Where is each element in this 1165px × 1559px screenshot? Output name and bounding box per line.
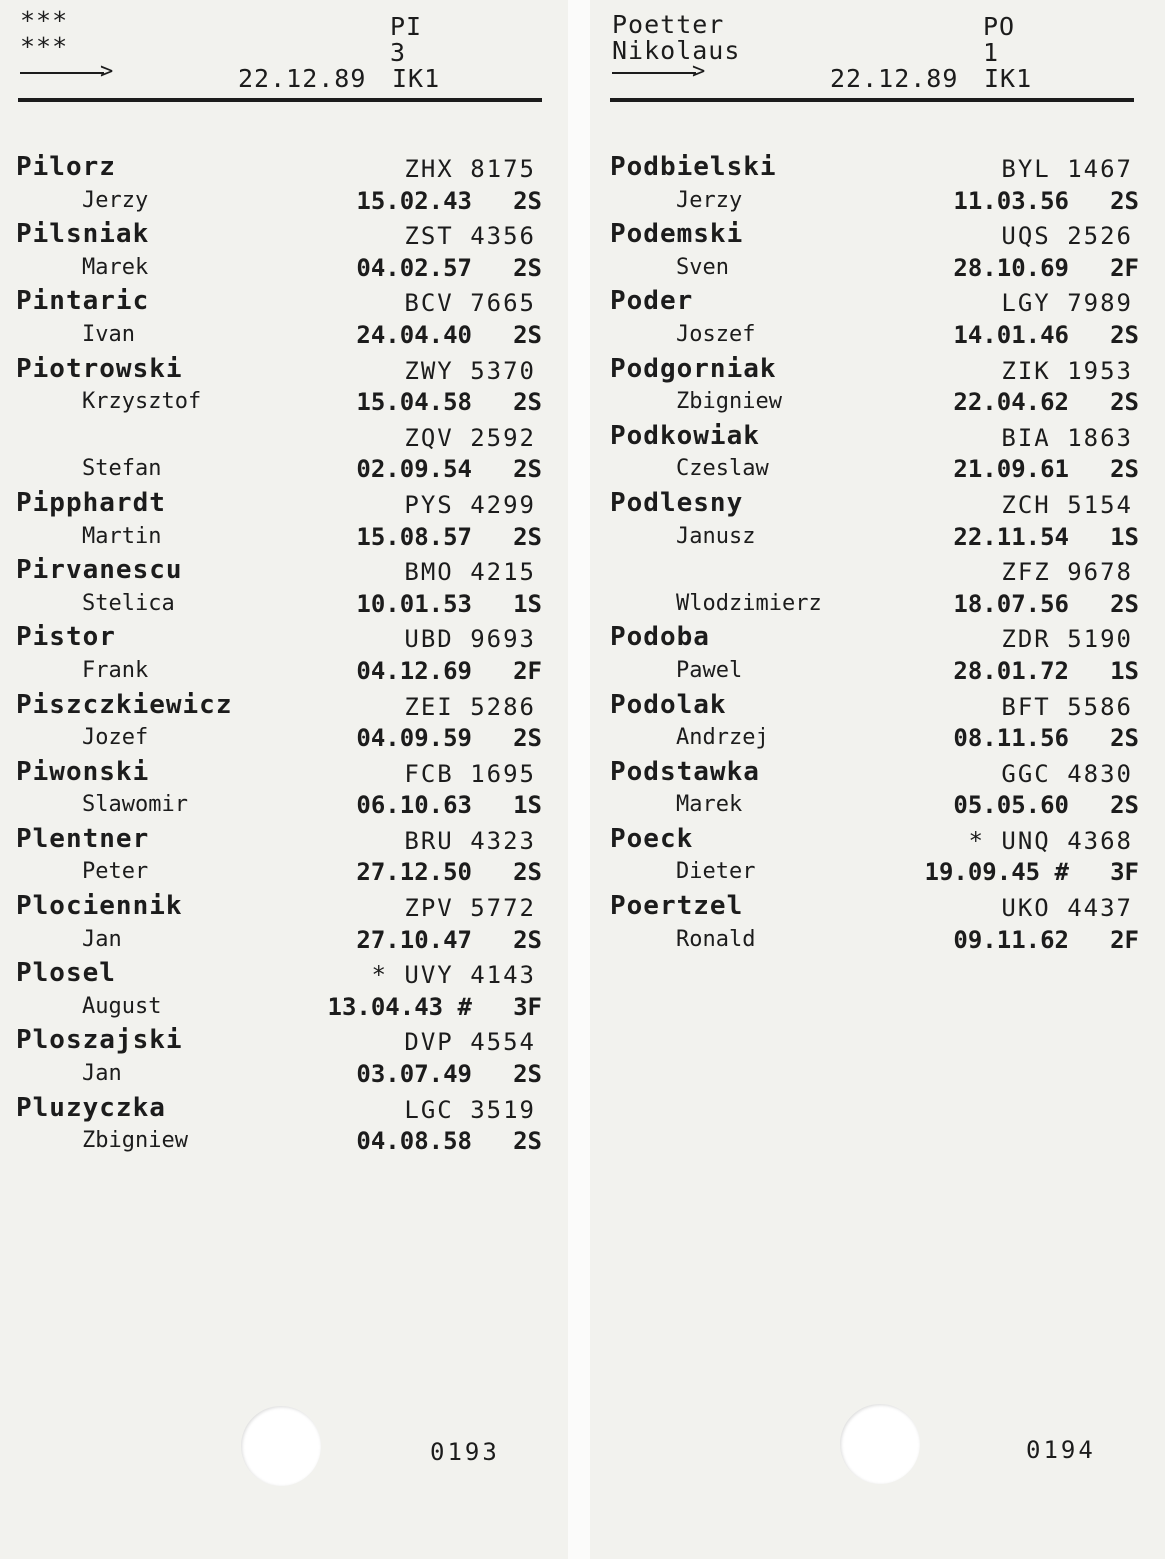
category-code: 2S (1110, 186, 1139, 215)
entry-detail-line (610, 587, 1145, 621)
given-name: Marek (676, 792, 743, 818)
birth-date: 09.11.62 (953, 925, 1069, 954)
surname: Podgorniak (610, 353, 777, 384)
entry-detail-line (16, 385, 548, 419)
card-entry (16, 1023, 548, 1090)
registration-code: BCV 7665 (404, 289, 536, 318)
entry-detail-line (610, 251, 1145, 285)
given-name: Slawomir (82, 792, 188, 818)
entry-name-line (610, 620, 1145, 654)
surname: Podlesny (610, 487, 744, 518)
registration-code: ZPV 5772 (404, 894, 536, 923)
entry-name-line (16, 150, 548, 184)
category-code: 2S (513, 522, 542, 551)
entry-name-line (610, 755, 1145, 789)
surname: Plociennik (16, 891, 183, 922)
entry-detail-line (16, 184, 548, 218)
surname: Pirvanescu (16, 555, 183, 586)
entry-detail-line (610, 520, 1145, 554)
card-entry (16, 553, 548, 620)
card-entry (16, 620, 548, 687)
category-code: 2S (513, 455, 542, 484)
birth-date: 04.08.58 (356, 1127, 472, 1156)
card-entry (16, 688, 548, 755)
category-code: 2S (1110, 455, 1139, 484)
header-code: IK1 (984, 64, 1033, 93)
entry-name-line (610, 419, 1145, 453)
surname: Podemski (610, 219, 744, 250)
entry-detail-line (16, 923, 548, 957)
registration-code: ZCH 5154 (1001, 490, 1133, 519)
entry-detail-line (16, 587, 548, 621)
category-code: 3F (513, 992, 542, 1021)
card-entry (610, 620, 1145, 687)
entry-detail-line (16, 654, 548, 688)
birth-date: 08.11.56 (953, 724, 1069, 753)
entry-name-line (16, 956, 548, 990)
category-code: 2S (513, 388, 542, 417)
registration-code: FCB 1695 (404, 759, 536, 788)
surname: Plentner (16, 823, 150, 854)
birth-date: 13.04.43 # (327, 992, 472, 1021)
given-name: Marek (82, 254, 149, 280)
category-code: 1S (513, 791, 542, 820)
registration-code: UBD 9693 (404, 625, 536, 654)
header-date: 22.12.89 (238, 64, 367, 93)
registration-code: ZFZ 9678 (1001, 558, 1133, 587)
entry-detail-line (16, 721, 548, 755)
arrow-icon: > (612, 66, 698, 80)
registration-code: UKO 4437 (1001, 894, 1133, 923)
category-code: 2F (1110, 925, 1139, 954)
category-code: 2F (1110, 253, 1139, 282)
surname: Podolak (610, 689, 727, 720)
registration-code: BIA 1863 (1001, 423, 1133, 452)
birth-date: 28.10.69 (953, 253, 1069, 282)
entry-detail-line (16, 251, 548, 285)
registration-code: BRU 4323 (404, 826, 536, 855)
header-number: 1 (983, 38, 1000, 67)
entry-name-line (16, 352, 548, 386)
given-name: Ronald (676, 926, 756, 952)
given-name: Stefan (82, 456, 162, 482)
category-code: 2S (513, 1060, 542, 1089)
header-code: IK1 (392, 64, 441, 93)
category-code: 2S (513, 858, 542, 887)
card-entry (16, 755, 548, 822)
surname: Podkowiak (610, 420, 760, 451)
birth-date: 28.01.72 (953, 656, 1069, 685)
card-entry (610, 486, 1145, 553)
index-card-right (590, 0, 1165, 1559)
surname: Pilsniak (16, 219, 150, 250)
given-name: Ivan (82, 321, 135, 347)
given-name: Andrzej (676, 725, 769, 751)
category-code: 2S (1110, 320, 1139, 349)
registration-code: GGC 4830 (1001, 759, 1133, 788)
card-entry (16, 956, 548, 1023)
category-code: 2S (513, 724, 542, 753)
given-name: Stelica (82, 590, 175, 616)
category-code: 3F (1110, 858, 1139, 887)
given-name: Zbigniew (676, 389, 782, 415)
registration-code: ZQV 2592 (404, 423, 536, 452)
given-name: Jerzy (676, 187, 743, 213)
page-number: 0193 (430, 1438, 500, 1466)
birth-date: 02.09.54 (356, 455, 472, 484)
given-name: Jan (82, 1061, 122, 1087)
birth-date: 22.04.62 (953, 388, 1069, 417)
entry-name-line (610, 688, 1145, 722)
sheet-gap (568, 0, 590, 1559)
entry-name-line (610, 150, 1145, 184)
header-marker-1: *** (20, 6, 69, 35)
registration-code: ZHX 8175 (404, 155, 536, 183)
card-entry (610, 352, 1145, 419)
entry-name-line (16, 217, 548, 251)
given-name: Czeslaw (676, 456, 769, 482)
surname: Poeck (610, 823, 694, 854)
category-code: 1S (513, 589, 542, 618)
entry-name-line (16, 284, 548, 318)
given-name: Dieter (676, 859, 756, 885)
entry-name-line (16, 822, 548, 856)
entry-name-line (610, 486, 1145, 520)
registration-code: * UNQ 4368 (968, 826, 1133, 855)
card-entry (610, 419, 1145, 486)
given-name: August (82, 993, 162, 1019)
category-code: 2S (513, 320, 542, 349)
given-name: Martin (82, 523, 162, 549)
entry-detail-line (610, 654, 1145, 688)
surname: Podbielski (610, 152, 777, 182)
entry-name-line (16, 620, 548, 654)
registration-code: ZEI 5286 (404, 692, 536, 721)
birth-date: 04.12.69 (356, 656, 472, 685)
surname: Plosel (16, 958, 116, 989)
entry-name-line (16, 688, 548, 722)
entry-name-line (16, 1023, 548, 1057)
entry-name-line (610, 284, 1145, 318)
given-name: Jerzy (82, 187, 149, 213)
card-entry (16, 419, 548, 486)
birth-date: 10.01.53 (356, 589, 472, 618)
card-entry (610, 150, 1145, 217)
registration-code: ZST 4356 (404, 222, 536, 251)
birth-date: 06.10.63 (356, 791, 472, 820)
given-name: Jan (82, 926, 122, 952)
punch-hole (241, 1406, 321, 1486)
header-rule (610, 98, 1134, 102)
birth-date: 05.05.60 (953, 791, 1069, 820)
given-name: Janusz (676, 523, 756, 549)
registration-code: ZIK 1953 (1001, 356, 1133, 385)
registration-code: LGC 3519 (404, 1095, 536, 1124)
birth-date: 14.01.46 (953, 320, 1069, 349)
entry-name-line (16, 419, 548, 453)
entry-detail-line (610, 452, 1145, 486)
entry-name-line (610, 352, 1145, 386)
surname: Pluzyczka (16, 1092, 166, 1123)
entry-name-line (610, 553, 1145, 587)
entry-name-line (16, 553, 548, 587)
surname: Piszczkiewicz (16, 689, 233, 720)
arrow-icon: > (20, 66, 106, 80)
surname: Pistor (16, 622, 116, 653)
entry-list (610, 150, 1145, 956)
surname: Piotrowski (16, 353, 183, 384)
surname: Pintaric (16, 286, 150, 317)
page-number: 0194 (1026, 1436, 1096, 1464)
given-name: Wlodzimierz (676, 590, 822, 616)
birth-date: 15.04.58 (356, 388, 472, 417)
entry-detail-line (610, 855, 1145, 889)
registration-code: ZDR 5190 (1001, 625, 1133, 654)
category-code: 2F (513, 656, 542, 685)
entry-name-line (16, 1091, 548, 1125)
entry-detail-line (610, 318, 1145, 352)
entry-detail-line (610, 184, 1145, 218)
category-code: 1S (1110, 522, 1139, 551)
registration-code: ZWY 5370 (404, 356, 536, 385)
entry-detail-line (16, 1057, 548, 1091)
surname: Ploszajski (16, 1025, 183, 1056)
card-entry (16, 352, 548, 419)
entry-detail-line (16, 452, 548, 486)
entry-name-line (610, 822, 1145, 856)
entry-list (16, 150, 548, 1158)
entry-detail-line (16, 855, 548, 889)
entry-name-line (16, 486, 548, 520)
entry-name-line (610, 217, 1145, 251)
category-code: 2S (1110, 388, 1139, 417)
surname: Piwonski (16, 756, 150, 787)
entry-detail-line (16, 1124, 548, 1158)
card-entry (610, 284, 1145, 351)
card-entry (16, 889, 548, 956)
entry-name-line (610, 889, 1145, 923)
surname: Podstawka (610, 756, 760, 787)
surname: Poertzel (610, 891, 744, 922)
given-name: Joszef (676, 321, 756, 347)
entry-name-line (16, 889, 548, 923)
given-name: Jozef (82, 725, 149, 751)
given-name: Sven (676, 254, 729, 280)
entry-name-line (16, 755, 548, 789)
given-name: Pawel (676, 657, 743, 683)
category-code: 2S (513, 1127, 542, 1156)
entry-detail-line (610, 721, 1145, 755)
card-entry (16, 150, 548, 217)
header-marker-2: *** (20, 32, 69, 61)
card-entry (16, 1091, 548, 1158)
registration-code: UQS 2526 (1001, 222, 1133, 251)
registration-code: PYS 4299 (404, 490, 536, 519)
surname: Poder (610, 286, 694, 317)
entry-detail-line (610, 788, 1145, 822)
birth-date: 15.02.43 (356, 186, 472, 215)
birth-date: 04.09.59 (356, 724, 472, 753)
entry-detail-line (16, 788, 548, 822)
category-code: 2S (1110, 724, 1139, 753)
registration-code: BYL 1467 (1001, 155, 1133, 183)
registration-code: BMO 4215 (404, 558, 536, 587)
header-number: 3 (390, 38, 407, 67)
card-entry (16, 486, 548, 553)
birth-date: 19.09.45 # (924, 858, 1069, 887)
birth-date: 11.03.56 (953, 186, 1069, 215)
birth-date: 21.09.61 (953, 455, 1069, 484)
card-entry (610, 553, 1145, 620)
given-name: Krzysztof (82, 389, 202, 415)
entry-detail-line (16, 520, 548, 554)
header-given-name: Nikolaus (612, 36, 741, 65)
birth-date: 22.11.54 (953, 522, 1069, 551)
index-card-left (0, 0, 568, 1559)
given-name: Frank (82, 657, 149, 683)
birth-date: 18.07.56 (953, 589, 1069, 618)
category-code: 2S (513, 253, 542, 282)
birth-date: 03.07.49 (356, 1060, 472, 1089)
entry-detail-line (610, 923, 1145, 957)
card-entry (16, 217, 548, 284)
surname: Pipphardt (16, 487, 166, 518)
header-letters: PI (390, 12, 423, 41)
card-entry (610, 688, 1145, 755)
registration-code: LGY 7989 (1001, 289, 1133, 318)
registration-code: * UVY 4143 (371, 961, 536, 990)
category-code: 2S (1110, 791, 1139, 820)
card-entry (610, 755, 1145, 822)
registration-code: DVP 4554 (404, 1028, 536, 1057)
birth-date: 15.08.57 (356, 522, 472, 551)
header-rule (18, 98, 542, 102)
registration-code: BFT 5586 (1001, 692, 1133, 721)
card-entry (16, 822, 548, 889)
birth-date: 04.02.57 (356, 253, 472, 282)
surname: Podoba (610, 622, 710, 653)
category-code: 2S (1110, 589, 1139, 618)
card-entry (610, 217, 1145, 284)
surname: Pilorz (16, 152, 116, 182)
header-letters: PO (983, 12, 1016, 41)
card-entry (610, 889, 1145, 956)
birth-date: 27.12.50 (356, 858, 472, 887)
entry-detail-line (610, 385, 1145, 419)
birth-date: 24.04.40 (356, 320, 472, 349)
birth-date: 27.10.47 (356, 925, 472, 954)
header-surname: Poetter (612, 10, 725, 39)
category-code: 1S (1110, 656, 1139, 685)
punch-hole (840, 1404, 920, 1484)
category-code: 2S (513, 186, 542, 215)
card-entry (610, 822, 1145, 889)
entry-detail-line (16, 990, 548, 1024)
given-name: Peter (82, 859, 149, 885)
header-date: 22.12.89 (830, 64, 959, 93)
card-entry (16, 284, 548, 351)
entry-detail-line (16, 318, 548, 352)
given-name: Zbigniew (82, 1128, 188, 1154)
category-code: 2S (513, 925, 542, 954)
